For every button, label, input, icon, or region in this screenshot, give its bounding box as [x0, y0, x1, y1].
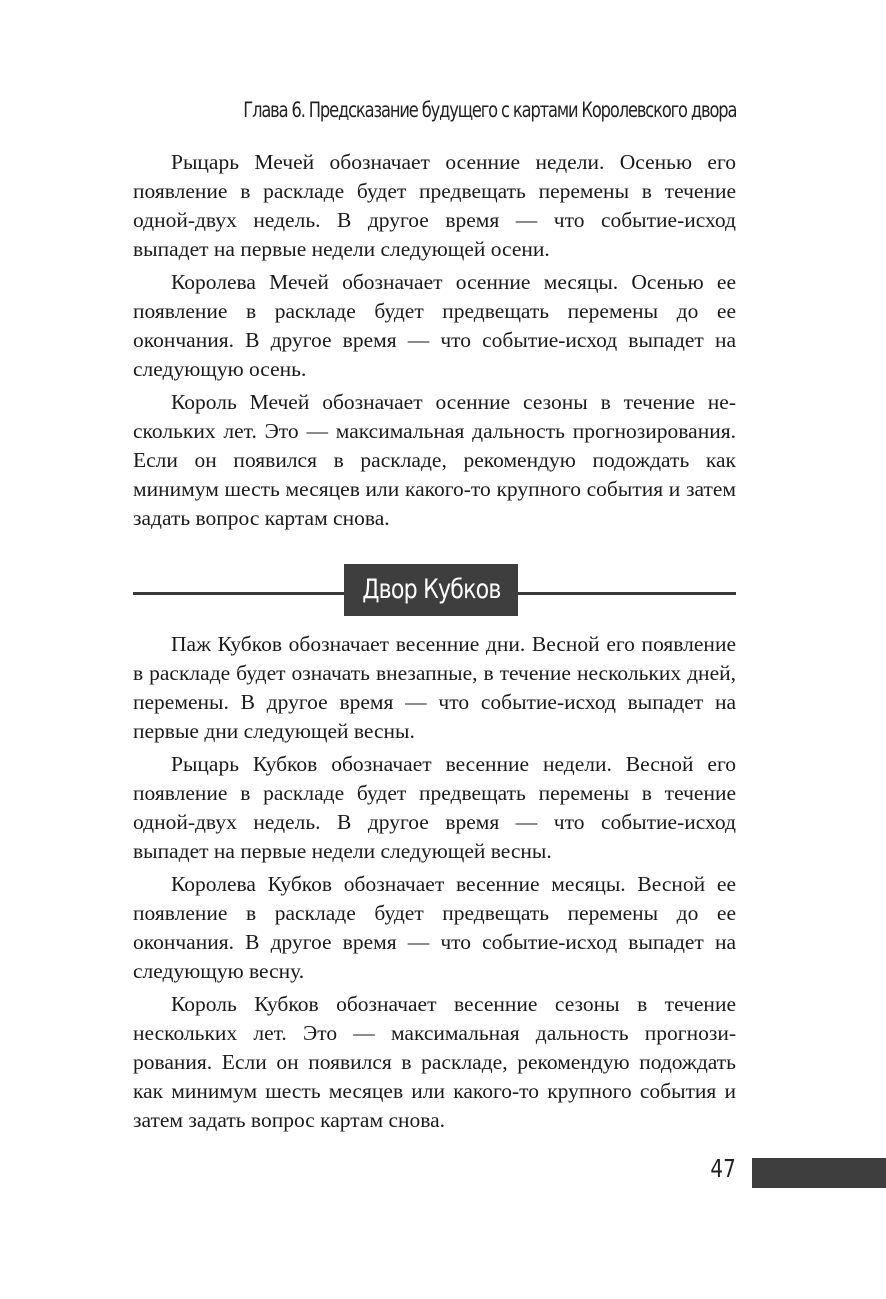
running-header: Глава 6. Предсказание будущего с картами Королевского двора [242, 98, 736, 122]
page-tab-marker [752, 1158, 886, 1188]
section-divider [133, 564, 736, 616]
text-section-cups [133, 630, 736, 1139]
paragraph-king-of-swords: Король Мечей обозначает осенние сезоны в течение нескольких лет. Это — максимальная дальность прогнозирования. Если он появился в раскладе, рекомендую подождать как минимум шесть месяцев или какого-то крупного события и затем задать вопрос картам снова. [133, 390, 736, 530]
page-number: 47 [710, 1154, 736, 1183]
paragraph-queen-of-cups: Королева Кубков обозначает весенние месяцы. Весной ее появление в раскладе будет предвещать перемены до ее окончания. В другое время — что событие-исход выпадет на следующую весну. [133, 872, 736, 983]
paragraph-page-of-cups: Паж Кубков обозначает весенние дни. Весной его появление в раскладе будет означать внезапные, в течение нескольких дней, перемены. В другое время — что событие-исход выпадет на первые дни следующей весны. [133, 632, 736, 743]
text-section-swords [133, 148, 736, 537]
section-title [344, 564, 518, 616]
paragraph-knight-of-cups: Рыцарь Кубков обозначает весенние недели. Весной его появление в раскладе будет предвещать перемены в течение одной-двух недель. В другое время — что событие-исход выпадет на первые недели следующей весны. [133, 752, 736, 863]
section-title-text: Двор Кубков [361, 574, 501, 605]
paragraph-queen-of-swords: Королева Мечей обозначает осенние месяцы. Осенью ее появление в раскладе будет предвещать перемены до ее окончания. В другое время — что событие-исход выпадет на следующую осень. [133, 270, 736, 381]
paragraph-knight-of-swords: Рыцарь Мечей обозначает осенние недели. Осенью его появление в раскладе будет предвещать перемены в течение одной-двух недель. В другое время — что событие-исход выпадет на первые недели следующей осени. [133, 150, 736, 261]
paragraph-king-of-cups: Король Кубков обозначает весенние сезоны в течение нескольких лет. Это — максимальная дальность прогнозирования. Если он появился в раскладе, рекомендую подождать как минимум шесть месяцев или какого-то крупного события и затем задать вопрос картам снова. [133, 992, 736, 1132]
